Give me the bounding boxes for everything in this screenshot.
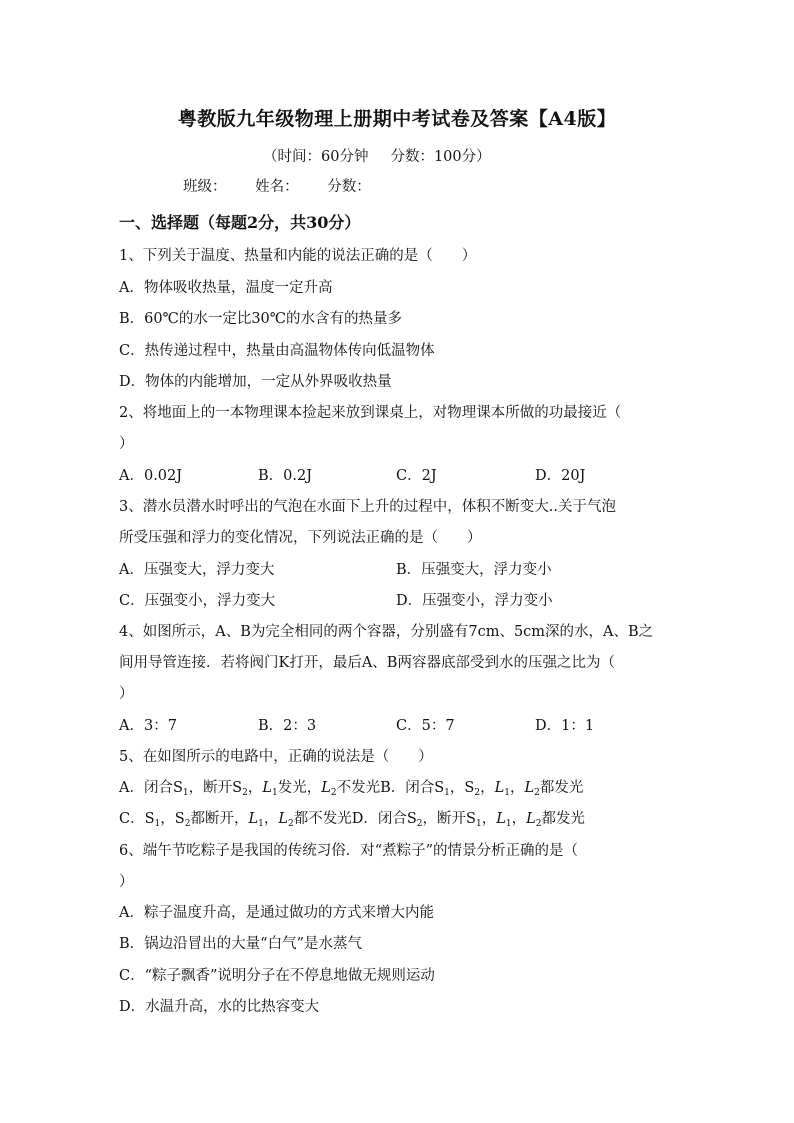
- question-4-stem-cont: 间用导管连接．若将阀门K打开，最后A、B两容器底部受到水的压强之比为（: [119, 655, 615, 671]
- question-5-option-d: D．闭合$S_2$，断开$S_1$，$L_1$，$L_2$都发光: [351, 811, 585, 829]
- question-2-option-d: D．20J: [535, 468, 586, 484]
- question-2-stem-cont: ）: [119, 436, 134, 452]
- question-3-option-d: D．压强变小，浮力变小: [396, 593, 553, 609]
- question-5-stem: 5、在如图所示的电路中，正确的说法是（ ）: [119, 749, 433, 765]
- question-1-option-c: C．热传递过程中，热量由高温物体传向低温物体: [119, 343, 435, 359]
- question-3-option-a: A．压强变大，浮力变大: [119, 562, 275, 578]
- page-title: 粤教版九年级物理上册期中考试卷及答案【A4版】: [177, 108, 617, 130]
- question-4-stem: 4、如图所示，A、B为完全相同的两个容器，分别盛有7cm、5cm深的水，A、B之: [119, 624, 654, 640]
- exam-meta: [263, 145, 491, 166]
- question-2-option-a: A．0.02J: [119, 468, 183, 484]
- question-3-stem: 3、潜水员潜水时呼出的气泡在水面下上升的过程中，体积不断变大..关于气泡: [119, 499, 616, 515]
- question-5-options-cd: [119, 809, 585, 834]
- question-4-stem-end: ）: [119, 686, 134, 702]
- question-4-option-c: C．5：7: [396, 718, 455, 734]
- question-3-option-c: C．压强变小，浮力变大: [119, 593, 276, 609]
- total-score: 分数：100分）: [390, 149, 491, 165]
- question-2-stem: 2、将地面上的一本物理课本捡起来放到课桌上，对物理课本所做的功最接近（: [119, 405, 622, 421]
- question-2-option-b: B．0.2J: [258, 468, 313, 484]
- question-6-option-d: D．水温升高，水的比热容变大: [119, 999, 320, 1015]
- question-5-option-c: C．$S_1$，$S_2$都断开，$L_1$，$L_2$都不发光: [119, 811, 352, 829]
- question-1-option-a: A．物体吸收热量，温度一定升高: [119, 280, 333, 296]
- question-4-option-b: B．2：3: [258, 718, 317, 734]
- time-limit: （时间：60分钟: [263, 149, 369, 165]
- question-1-option-b: B．60℃的水一定比30℃的水含有的热量多: [119, 311, 402, 327]
- score-label: 分数：: [327, 179, 371, 195]
- question-2-option-c: C．2J: [396, 468, 437, 484]
- class-label: 班级：: [183, 179, 227, 195]
- question-5-option-a: A．闭合$S_1$，断开$S_2$，$L_1$发光，$L_2$不发光: [119, 780, 381, 798]
- question-3-option-b: B．压强变大，浮力变小: [396, 562, 552, 578]
- question-4-option-d: D．1：1: [535, 718, 595, 734]
- name-label: 姓名：: [255, 179, 299, 195]
- question-6-option-a: A．粽子温度升高，是通过做功的方式来增大内能: [119, 905, 434, 921]
- question-5-options-ab: [119, 778, 583, 803]
- question-1-option-d: D．物体的内能增加，一定从外界吸收热量: [119, 374, 392, 390]
- question-5-option-b: B．闭合$S_1$，$S_2$，$L_1$，$L_2$都发光: [380, 780, 584, 798]
- question-3-stem-cont: 所受压强和浮力的变化情况，下列说法正确的是（ ）: [119, 530, 482, 546]
- question-4-option-a: A．3：7: [119, 718, 177, 734]
- section-heading: 一、选择题（每题2分，共30分）: [119, 213, 361, 232]
- question-1-stem: 1、下列关于温度、热量和内能的说法正确的是（ ）: [119, 248, 477, 264]
- question-6-option-b: B．锅边沿冒出的大量“白气”是水蒸气: [119, 936, 362, 952]
- question-6-stem-cont: ）: [119, 874, 134, 890]
- question-6-option-c: C．“粽子飘香”说明分子在不停息地做无规则运动: [119, 968, 435, 984]
- question-6-stem: 6、端午节吃粽子是我国的传统习俗．对“煮粽子”的情景分析正确的是（: [119, 843, 579, 859]
- student-info-line: [183, 175, 395, 196]
